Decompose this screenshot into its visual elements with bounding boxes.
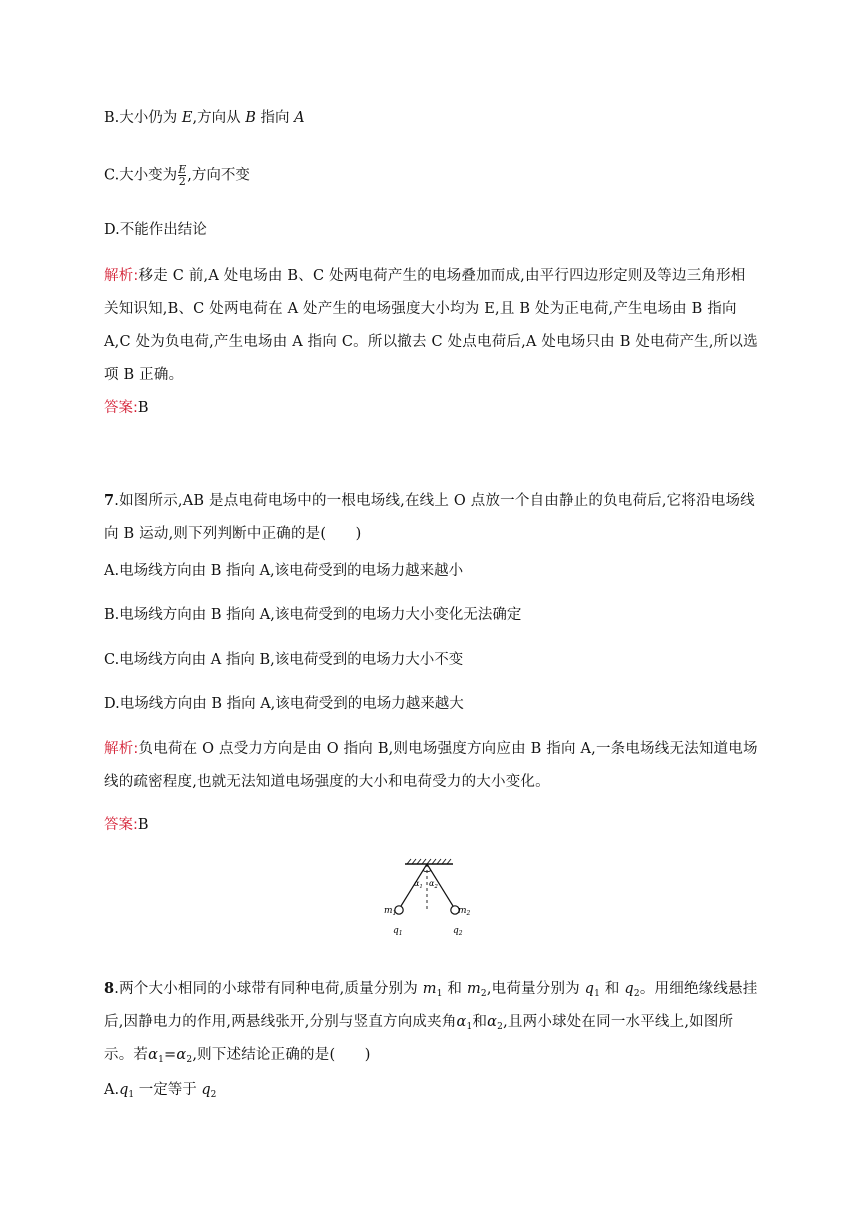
q6-option-b: B.大小仍为 E,方向从 B 指向 A bbox=[104, 110, 305, 126]
q6-option-d: D.不能作出结论 bbox=[104, 222, 207, 238]
label-m2: $m_2$ bbox=[458, 906, 471, 917]
answer-label: 答案: bbox=[104, 817, 138, 833]
q7-option-d: D.电场线方向由 B 指向 A,该电荷受到的电场力越来越大 bbox=[104, 696, 464, 712]
question-number: 8 bbox=[104, 980, 115, 997]
q6-option-c: C.大小变为$\frac{E}{2}$ ,方向不变 bbox=[104, 163, 250, 188]
answer-value: B bbox=[137, 400, 149, 416]
answer-value: B bbox=[137, 817, 149, 833]
analysis-label: 解析: bbox=[104, 741, 139, 757]
q7-option-a: A.电场线方向由 B 指向 A,该电荷受到的电场力越来越小 bbox=[104, 563, 464, 579]
analysis-label: 解析: bbox=[104, 268, 139, 284]
label-alpha1: $\alpha_1$ bbox=[414, 879, 423, 890]
q7-option-b: B.电场线方向由 B 指向 A,该电荷受到的电场力大小变化无法确定 bbox=[104, 607, 522, 623]
label-q1: $q_1$ bbox=[393, 926, 403, 937]
pendulum-figure bbox=[372, 856, 482, 951]
q6-analysis bbox=[104, 260, 760, 392]
q7-answer bbox=[104, 815, 149, 835]
question-number: 7 bbox=[104, 492, 115, 509]
q8-stem: 8.两个大小相同的小球带有同种电荷,质量分别为 $m_1$ 和 $m_2$,电荷量分别为 $q_1$ 和 $q_2$。用细绝缘线悬挂后,因静电力的作用,两悬线张开,分别与竖直方向成夹角$\alpha_1$和$\alpha_2$,且两小球处在同一水平线上,如图所示。若$\alpha_1=\alpha_2$,则下述结论正确的是( ) bbox=[104, 980, 758, 1065]
answer-label: 答案: bbox=[104, 400, 138, 416]
label-q2: $q_2$ bbox=[453, 926, 463, 937]
analysis-text: 负电荷在 O 点受力方向是由 O 指向 B,则电场强度方向应由 B 指向 A,一条电场线无法知道电场线的疏密程度,也就无法知道电场强度的大小和电荷受力的大小变化。 bbox=[104, 741, 758, 790]
q6-answer bbox=[104, 398, 149, 418]
q7-option-c: C.电场线方向由 A 指向 B,该电荷受到的电场力大小不变 bbox=[104, 652, 464, 668]
q7-stem: 7.如图所示,AB 是点电荷电场中的一根电场线,在线上 O 点放一个自由静止的负电荷后,它将沿电场线向 B 运动,则下列判断中正确的是( ) bbox=[104, 492, 755, 542]
q8-option-a: $A.q_1$ 一定等于 $q_2$ bbox=[104, 1082, 217, 1100]
label-m1: $m_1$ bbox=[384, 906, 397, 917]
fraction-e-over-2: $\frac{E}{2}$ bbox=[178, 163, 187, 188]
analysis-text: 移走 C 前,A 处电场由 B、C 处两电荷产生的电场叠加而成,由平行四边形定则及等边三角形相关知识知,B、C 处两电荷在 A 处产生的电场强度大小均为 E,且 B 处为正电荷,产生电场由 B 指向 A,C 处为负电荷,产生电场由 A 指向 C。所以撤去 C 处点电荷后,A 处电场只由 B 处电荷产生,所以选项 B 正确。 bbox=[104, 268, 758, 383]
label-alpha2: $\alpha_2$ bbox=[429, 879, 438, 890]
q7-analysis bbox=[104, 733, 760, 799]
